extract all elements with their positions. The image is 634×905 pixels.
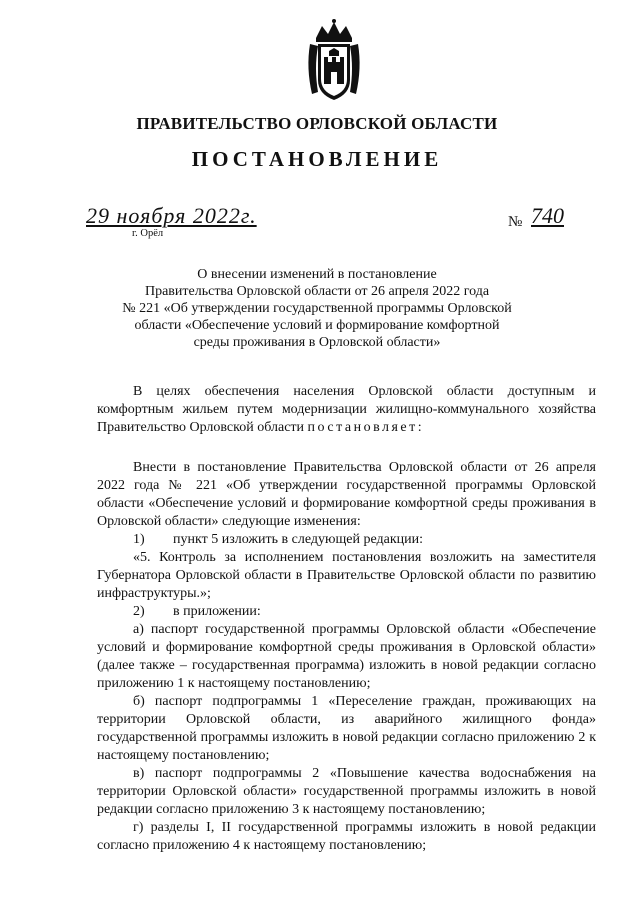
preamble-colon: : [417, 420, 422, 435]
number-sign: № [508, 214, 523, 230]
resolve-word: постановляет [307, 420, 418, 435]
handwritten-number: 740 [531, 203, 564, 228]
preamble-paragraph [97, 383, 596, 437]
document-type-title: ПОСТАНОВЛЕНИЕ [191, 147, 443, 171]
item-text: в приложении: [173, 604, 261, 619]
subject-line: № 221 «Об утверждении государственной программы Орловской [122, 301, 512, 316]
subitem-a: а) паспорт государственной программы Орловской области «Обеспечение условий и формирование комфортной среды проживания в Орловской области» (далее также – государственная программа) изложить в новой редакции согласно приложению 1 к настоящему постановлению; [97, 622, 596, 691]
subitem-b: б) паспорт подпрограммы 1 «Переселение граждан, проживающих на территории Орловской области, из аварийного жилищного фонда» государственной программы изложить в новой редакции согласно приложению 2 к настоящему постановлению; [97, 694, 596, 763]
item-number: 2) [133, 604, 145, 619]
subject-line: Правительства Орловской области от 26 апреля 2022 года [144, 284, 490, 299]
orel-oblast-coat-of-arms-icon [302, 18, 366, 104]
handwritten-date: 29 ноября 2022г. [86, 203, 257, 228]
city-label: г. Орёл [132, 228, 164, 239]
government-title: ПРАВИТЕЛЬСТВО ОРЛОВСКОЙ ОБЛАСТИ [136, 114, 498, 133]
subitem-v: в) паспорт подпрограммы 2 «Повышение качества водоснабжения на территории Орловской области» государственной программы изложить в новой редакции согласно приложению 3 к настоящему постановлению; [97, 766, 596, 817]
document-body [97, 383, 596, 855]
subject-line: области «Обеспечение условий и формирование комфортной [134, 318, 500, 333]
subitem-g: г) разделы I, II государственной программы изложить в новой редакции согласно приложению 4 к настоящему постановлению; [97, 820, 596, 853]
item-number: 1) [133, 532, 145, 547]
list-item-2 [97, 603, 596, 621]
main-paragraph: Внести в постановление Правительства Орловской области от 26 апреля 2022 года № 221 «Об утверждении государственной программы Орловской области «Обеспечение условий и формирование комфортной среды проживания в Орловской области» следующие изменения: [97, 460, 596, 529]
quote-paragraph: «5. Контроль за исполнением постановления возложить на заместителя Губернатора Орловской области в Правительстве Орловской области по развитию инфраструктуры.»; [97, 550, 596, 601]
preamble-text: В целях обеспечения населения Орловской области доступным и комфортным жильем путем модернизации жилищно-коммунального хозяйства Правительство Орловской области [97, 384, 596, 435]
subject-line: среды проживания в Орловской области» [193, 335, 441, 350]
item-text: пункт 5 изложить в следующей редакции: [173, 532, 423, 547]
subject-line: О внесении изменений в постановление [197, 267, 437, 282]
list-item-1 [97, 531, 596, 549]
document-subject [80, 266, 554, 351]
